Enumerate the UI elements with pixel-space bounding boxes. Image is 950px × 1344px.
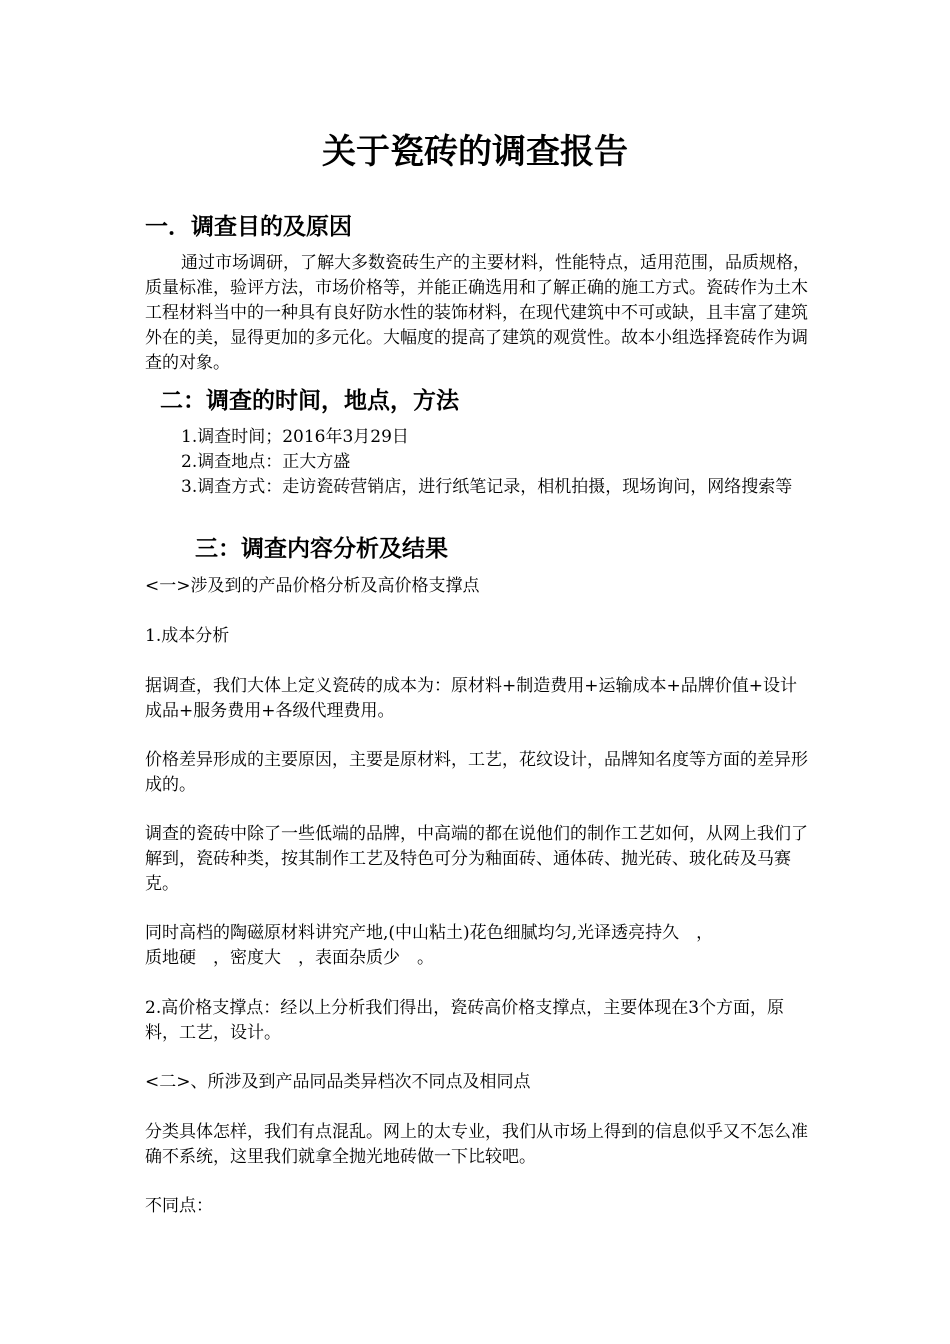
page-title: 关于瓷砖的调查报告 [322,132,628,172]
section-1-heading: 一．调查目的及原因 [145,214,352,240]
cost-analysis-heading: 1.成本分析 [145,626,230,646]
section-2-item-place: 2.调查地点：正大方盛 [181,452,351,472]
differences-label: 不同点： [145,1196,213,1216]
cost-paragraph: 据调查，我们大体上定义瓷砖的成本为：原材料+制造费用+运输成本+品牌价值+设计成品+服务费用+各级代理费用。 [145,676,797,721]
classification-paragraph: 分类具体怎样，我们有点混乱。网上的太专业，我们从市场上得到的信息似乎又不怎么准确不系统，这里我们就拿全抛光地砖做一下比较吧。 [145,1122,808,1167]
material-line-1: 同时高档的陶磁原材料讲究产地,(中山粘土)花色细腻均匀,光译透亮持久 ， [145,923,714,943]
material-line-2: 质地硬 ，密度大 ，表面杂质少 。 [145,948,434,968]
section-3-heading: 三：调查内容分析及结果 [195,536,448,562]
section-2-item-method: 3.调查方式：走访瓷砖营销店，进行纸笔记录，相机拍摄，现场询问，网络搜索等 [181,477,793,497]
section-3-subheading-2: <二>、所涉及到产品同品类异档次不同点及相同点 [145,1072,531,1092]
section-2-item-time: 1.调查时间；2016年3月29日 [181,427,409,447]
section-2-heading: 二：调查的时间，地点，方法 [160,388,459,414]
price-difference-paragraph: 价格差异形成的主要原因，主要是原材料，工艺，花纹设计，品牌知名度等方面的差异形成的。 [145,750,808,795]
craft-paragraph: 调查的瓷砖中除了一些低端的品牌，中高端的都在说他们的制作工艺如何，从网上我们了解到，瓷砖种类，按其制作工艺及特色可分为釉面砖、通体砖、抛光砖、玻化砖及马赛克。 [145,824,808,894]
section-3-subheading-1: <一>涉及到的产品价格分析及高价格支撑点 [145,576,480,596]
price-support-paragraph: 2.高价格支撑点：经以上分析我们得出，瓷砖高价格支撑点，主要体现在3个方面，原料，工艺，设计。 [145,998,785,1043]
section-1-paragraph: 通过市场调研，了解大多数瓷砖生产的主要材料，性能特点，适用范围，品质规格，质量标准，验评方法，市场价格等，并能正确选用和了解正确的施工方式。瓷砖作为土木工程材料当中的一种具有良好防水性的装饰材料，在现代建筑中不可或缺，且丰富了建筑外在的美，显得更加的多元化。大幅度的提高了建筑的观赏性。故本小组选择瓷砖作为调查的对象。 [145,253,810,373]
